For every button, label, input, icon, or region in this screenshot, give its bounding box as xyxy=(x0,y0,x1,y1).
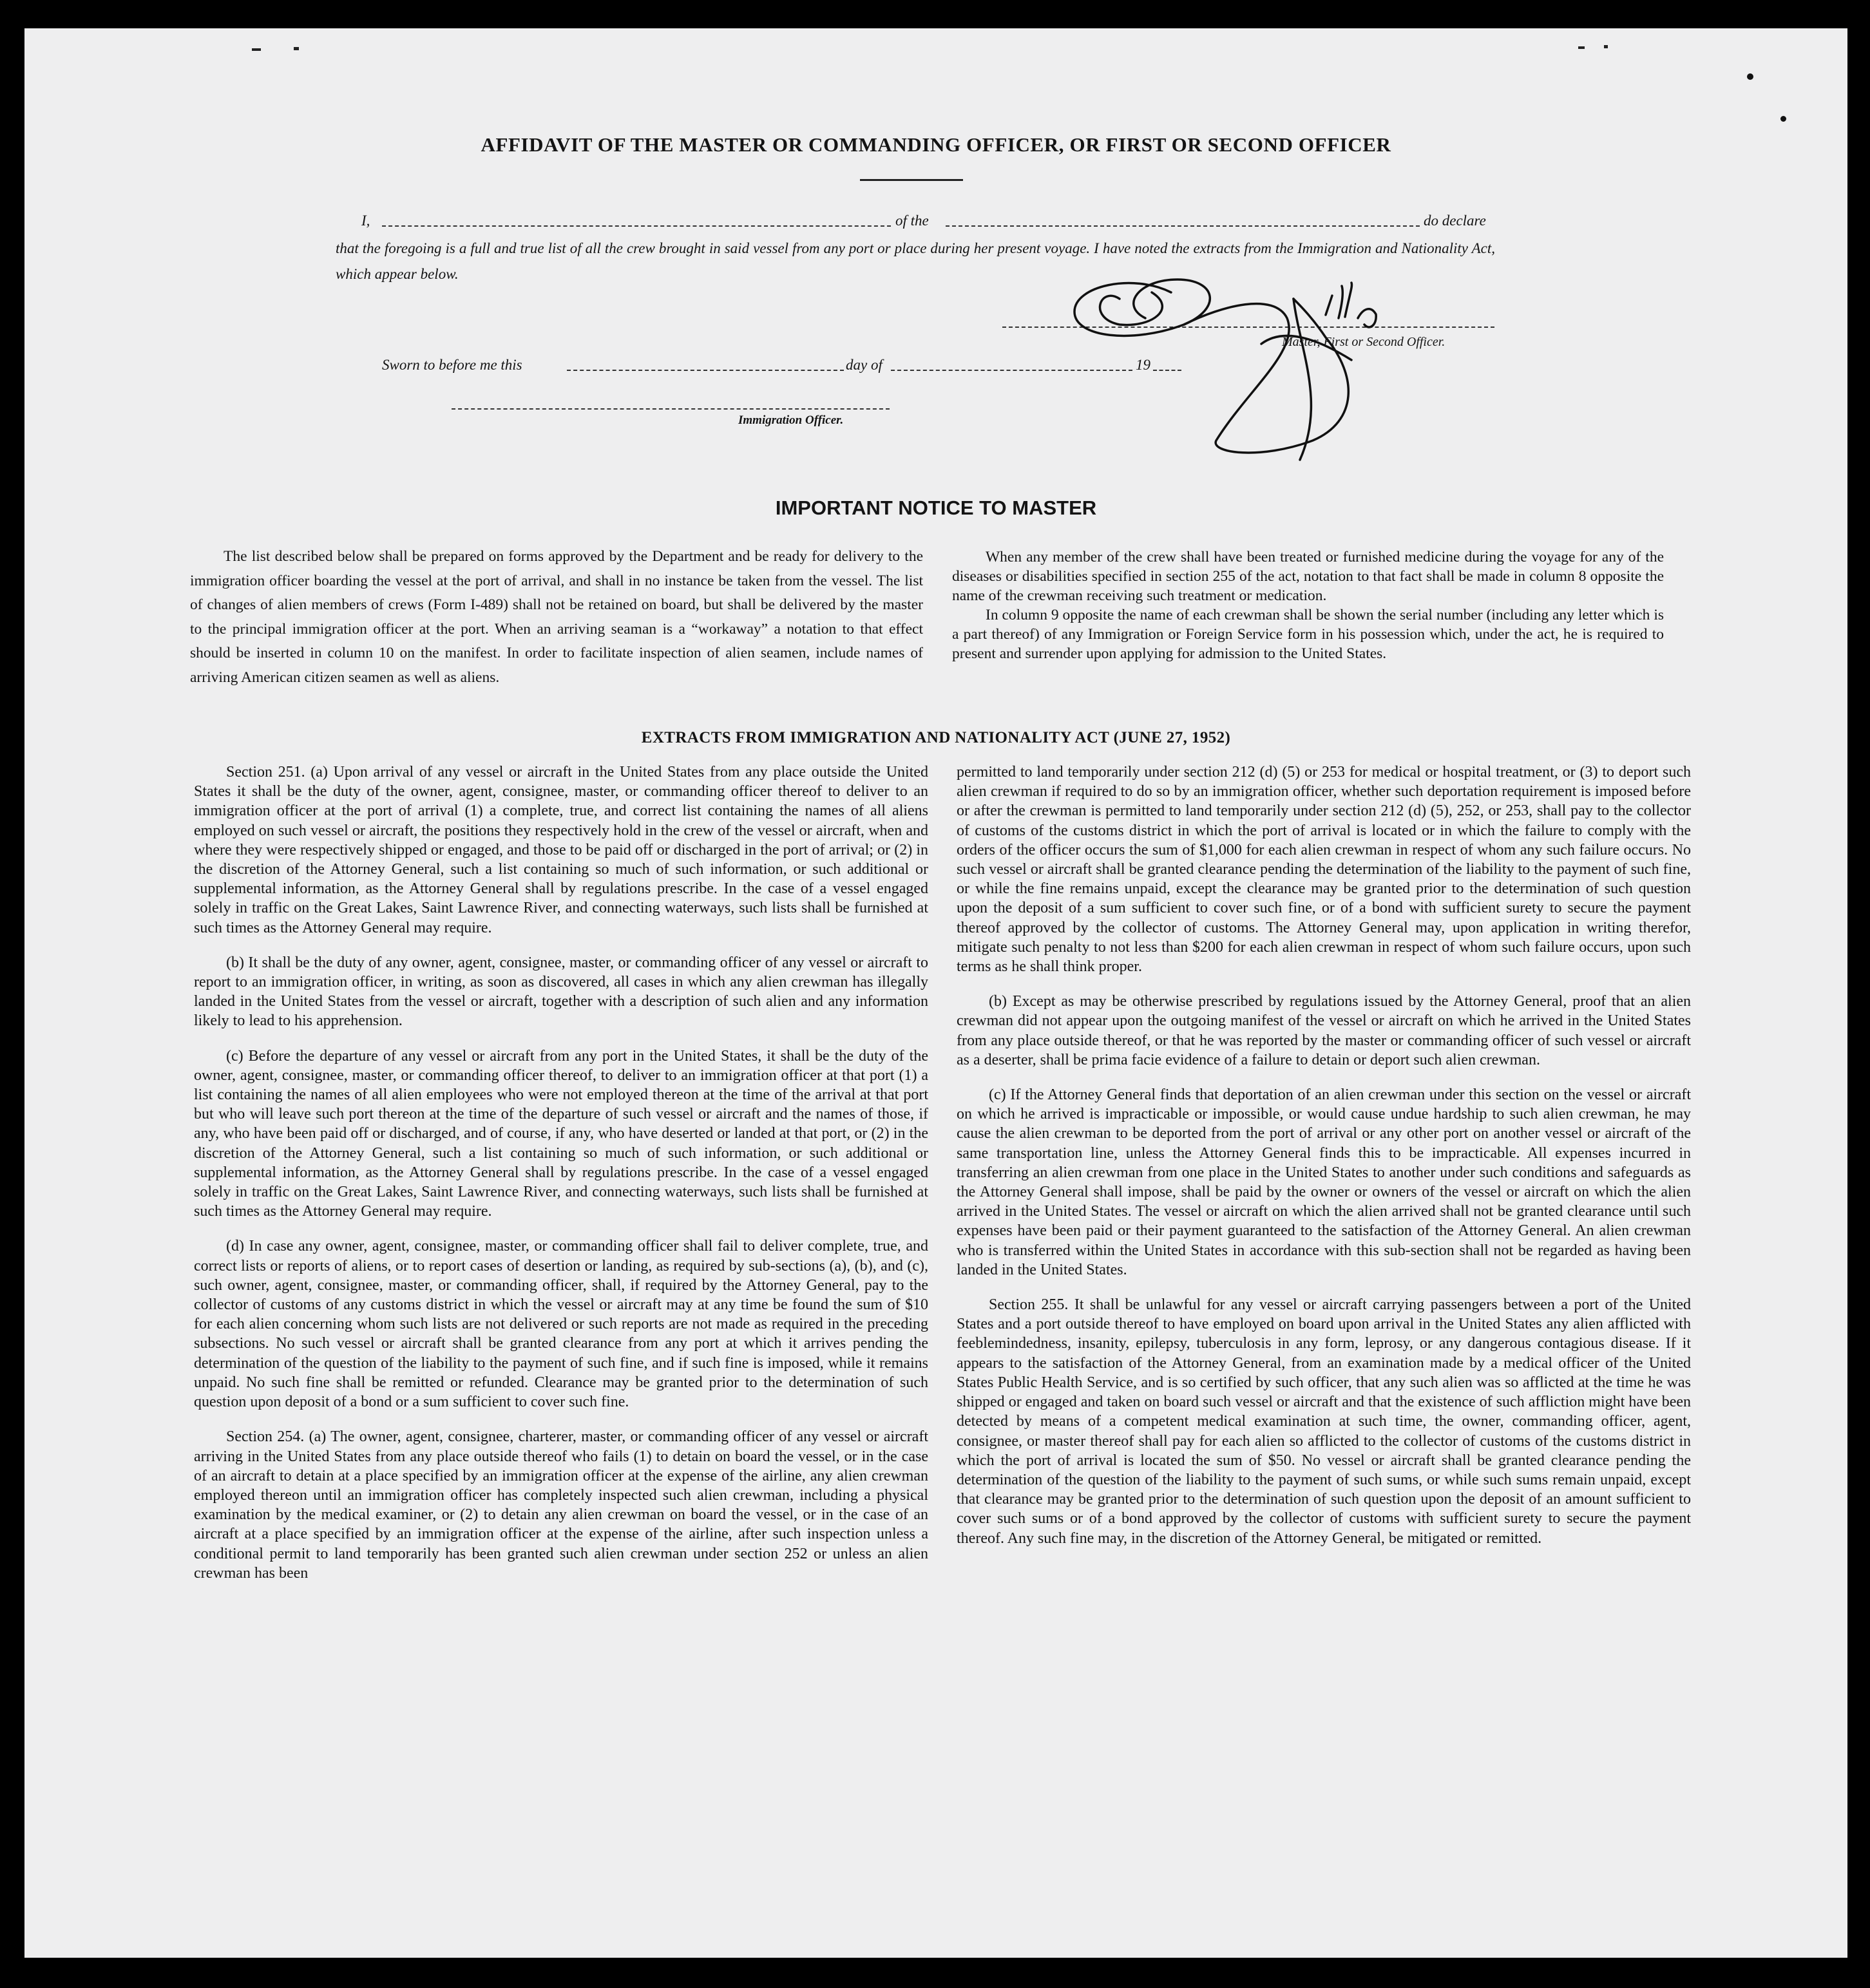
section-254-c: (c) If the Attorney General finds that deportation of an alien crewman under this section on the vessel or aircraft on which he arrived is impracticable or impossible, or would cause undue hardship to such alien crewman, he may cause the alien crewman to be deported from the port of arrival or any other port on another vessel or aircraft of the same transportation line, unless the Attorney General finds this to be impracticable. All expenses incurred in transferring an alien crewman from one place in the United States to another under such conditions and safeguards as the Attorney General shall impose, shall be paid by the owner or owners of the vessel or aircraft on which the alien arrived in the United States. The vessel or aircraft on which the alien arrived shall not be granted clearance until such expenses have been paid or their payment guaranteed to the satisfaction of the Attorney General. An alien crewman who is transferred within the United States in accordance with this sub-section shall not be regarded as having been landed in the United States. xyxy=(957,1086,1691,1278)
notice-right-paragraph: When any member of the crew shall have been treated or furnished medicine during the voyage for any of the diseases or disabilities specified in section 255 of the act, notation to that fact shall be made in column 8 opposite the name of the crewman receiving such treatment or medication. xyxy=(952,549,1664,604)
section-251-a: Section 251. (a) Upon arrival of any vessel or aircraft in the United States from any place outside the United States it shall be the duty of the owner, agent, consignee, master, or commanding officer thereof to deliver to an immigration officer at the port of arrival (1) a complete, true, and correct list containing the names of all aliens employed on such vessel or aircraft, the positions they respectively hold in the crew of the vessel or aircraft, when and where they were respectively shipped or engaged, and those to be paid off or discharged in the port of arrival; or (2) in the discretion of the Attorney General, such a list containing so much of such information, or such additional or supplemental information, as the Attorney General shall by regulations prescribe. In the case of a vessel engaged solely in traffic on the Great Lakes, Saint Lawrence River, and connecting waterways, such lists shall be furnished at such times as the Attorney General may require. xyxy=(194,764,928,936)
declaration-text: that the foregoing is a full and true list of all the crew brought in said vessel from any port or place during her present voyage. I have noted the extracts from the Immigration and Nationality Act, which appear below. xyxy=(336,240,1495,282)
extracts-heading: EXTRACTS FROM IMMIGRATION AND NATIONALITY ACT (JUNE 27, 1952) xyxy=(641,729,1231,746)
scan-mark xyxy=(252,48,261,51)
year-prefix: 19 xyxy=(1136,357,1150,373)
day-of-label: day of xyxy=(846,357,883,373)
do-declare-label: do declare xyxy=(1424,213,1486,229)
document-page xyxy=(24,28,1847,1958)
immigration-officer-line xyxy=(452,408,890,410)
name-blank-line xyxy=(382,225,891,227)
sworn-label: Sworn to before me this xyxy=(382,357,522,373)
notice-right-paragraph: In column 9 opposite the name of each crewman shall be shown the serial number (including any letter which is a part thereof) of any Immigration or Foreign Service form in his possession which, under the act, he is required to present and surrender upon applying for admission to the United States. xyxy=(952,607,1664,662)
scan-speck xyxy=(1780,116,1786,122)
extracts-right-column xyxy=(957,762,1691,1564)
section-254-a: Section 254. (a) The owner, agent, consignee, charterer, master, or commanding officer of any vessel or aircraft arriving in the United States from any place outside thereof who fails (1) to detain on board the vessel, or in the case of an aircraft to detain at a place specified by an immigration officer at the expense of the airline, any alien crewman employed thereon until an immigration officer has completely inspected such alien crewman, including a physical examination by the medical examiner, or (2) to detain any alien crewman on board the vessel, or in the case of an aircraft at a place specified by an immigration officer at the expense of the airline, after such inspection unless a conditional permit to land temporarily has been granted such alien crewman under section 252 or unless an alien crewman has been xyxy=(194,1428,928,1582)
master-signature-caption: Master, First or Second Officer. xyxy=(1282,335,1445,349)
handwritten-signature xyxy=(1055,247,1416,466)
extracts-left-column xyxy=(194,762,928,1598)
notice-left-paragraph: The list described below shall be prepared on forms approved by the Department and be ready for delivery to the immigration officer boarding the vessel at the port of arrival, and shall in no instance be taken from the vessel. The list of changes of alien members of crews (Form I-489) shall not be retained on board, but shall be delivered by the master to the principal immigration officer at the port. When an arriving seaman is a “workaway” a notation to that effect should be inserted in column 10 on the manifest. In order to facilitate inspection of alien seamen, include names of arriving American citizen seamen as well as aliens. xyxy=(190,548,923,686)
vessel-blank-line xyxy=(946,225,1420,227)
of-the-label: of the xyxy=(895,213,929,229)
notice-heading: IMPORTANT NOTICE TO MASTER xyxy=(775,497,1097,519)
notice-right-column xyxy=(952,547,1664,663)
i-label: I, xyxy=(361,213,370,229)
notice-left-column xyxy=(190,545,923,690)
scan-mark xyxy=(294,47,299,50)
section-251-b: (b) It shall be the duty of any owner, agent, consignee, master, or commanding officer of any vessel or aircraft to report to an immigration officer, in writing, as soon as discovered, all cases in which any alien crewman has illegally landed in the United States from the vessel or aircraft, together with a description of such alien and any information likely to lead to his apprehension. xyxy=(194,954,928,1030)
scan-mark xyxy=(1604,45,1608,48)
section-255: Section 255. It shall be unlawful for any vessel or aircraft carrying passengers between a port of the United States and a port outside thereof to have employed on board upon arrival in the United States any alien afflicted with feeblemindedness, insanity, epilepsy, tuberculosis in any form, leprosy, or any dangerous contagious disease. If it appears to the satisfaction of the Attorney General, from an examination made by a medical officer of the United States Public Health Service, and is so certified by such officer, that any such alien was so afflicted at the time he was shipped or engaged and taken on board such vessel or aircraft and that the existence of such affliction might have been detected by means of a competent medical examination at such time, the owner, commanding officer, agent, consignee, or master thereof shall pay for each alien so afflicted to the collector of customs of the customs district in which the port of arrival is located the sum of $50. No vessel or aircraft shall be granted clearance pending the determination of the question of the liability to the payment of such sums, or while such sums remain unpaid, except that clearance may be granted prior to the determination of such question upon the deposit of an amount sufficient to cover such sums or of a bond approved by the collector of customs with sufficient surety to secure the payment thereof. Any such fine may, in the discretion of the Attorney General, be mitigated or remitted. xyxy=(957,1296,1691,1547)
section-251-d: (d) In case any owner, agent, consignee, master, or commanding officer shall fail to deliver complete, true, and correct lists or reports of aliens, or to report cases of desertion or landing, as required by sub-sections (a), (b), and (c), such owner, agent, consignee, master, or commanding officer, shall, if required by the Attorney General, pay to the collector of customs of any customs district in which the vessel or aircraft may at any time be found the sum of $10 for each alien concerning whom such lists are not delivered or such reports are not made as required in the preceding subsections. No such vessel or aircraft shall be granted clearance from any port at which it arrives pending the determination of the question of the liability to the payment of such fine, and if such fine is imposed, while it remains unpaid. No such fine shall be remitted or refunded. Clearance may be granted prior to the determination of such question upon deposit of a bond or a sum sufficient to cover such fine. xyxy=(194,1238,928,1411)
sworn-day-blank xyxy=(567,370,844,371)
section-251-c: (c) Before the departure of any vessel or aircraft from any port in the United States, it shall be the duty of the owner, agent, consignee, master, or commanding officer thereof, to deliver to an immigration officer at that port (1) a list containing the names of all alien employees who were not employed thereon at the time of the arrival at that port but who will leave such port thereon at the time of the departure of such vessel or aircraft and the names of those, if any, who have been paid off or discharged, and of course, if any, who have deserted or landed at that port, or (2) in the discretion of the Attorney General, such a list containing so much of such information, or such additional or supplemental information, as the Attorney General shall by regulations prescribe. In the case of a vessel engaged solely in traffic on the Great Lakes, Saint Lawrence River, and connecting waterways, such lists shall be furnished at such times as the Attorney General may require. xyxy=(194,1047,928,1220)
section-254-b: (b) Except as may be otherwise prescribed by regulations issued by the Attorney General, proof that an alien crewman did not appear upon the outgoing manifest of the vessel or aircraft on which he arrived in the United States from any place outside thereof, or that he was reported by the master or commanding officer of such vessel or aircraft as a deserter, shall be prima facie evidence of a failure to detain or deport such alien crewman. xyxy=(957,993,1691,1068)
affidavit-title: AFFIDAVIT OF THE MASTER OR COMMANDING OFFICER, OR FIRST OR SECOND OFFICER xyxy=(481,133,1391,156)
immigration-officer-caption: Immigration Officer. xyxy=(738,413,844,427)
title-underline xyxy=(860,179,963,181)
section-254-a-continued: permitted to land temporarily under section 212 (d) (5) or 253 for medical or hospital treatment, or (3) to deport such alien crewman if required to do so by an immigration officer, whether such deportation requirement is imposed before or after the crewman is permitted to land temporarily under section 212 (d) (5), 252, or 253, shall pay to the collector of customs of the customs district in which the port of arrival is located or in which the failure to comply with the orders of the officer occurs the sum of $1,000 for each alien crewman in respect of whom any such failure occurs. No such vessel or aircraft shall be granted clearance pending the determination of the liability to the payment of such fine, or while the fine remains unpaid, except the clearance may be granted prior to the determination of such question upon the deposit of a sum sufficient to cover such fine, or of a bond with sufficient surety to secure the payment thereof approved by the collector of customs. The Attorney General may, upon application in writing therefor, mitigate such penalty to not less than $200 for each alien crewman in respect of whom such failure occurs, upon such terms as he shall think proper. xyxy=(957,764,1691,976)
scan-mark xyxy=(1578,46,1585,49)
scan-speck xyxy=(1747,73,1753,80)
